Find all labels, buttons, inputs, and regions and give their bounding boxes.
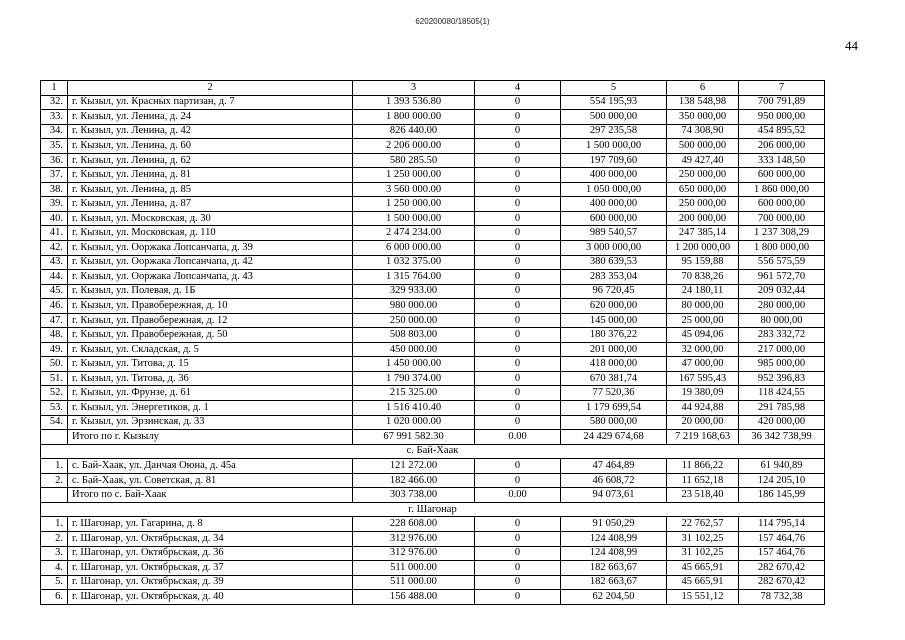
allocation-table: [40, 80, 825, 605]
row-number: [41, 430, 68, 445]
amount-col6: 250 000,00: [667, 197, 739, 212]
amount-col3: 250 000.00: [353, 313, 475, 328]
amount-col5: 400 000,00: [561, 168, 667, 183]
amount-col5: 62 204,50: [561, 590, 667, 605]
amount-col6: 650 000,00: [667, 182, 739, 197]
amount-col3: 1 250 000.00: [353, 197, 475, 212]
table-row: [41, 415, 825, 430]
table-row: [41, 255, 825, 270]
amount-col4: 0: [475, 401, 561, 416]
amount-col3: 156 488.00: [353, 590, 475, 605]
amount-col3: 511 000.00: [353, 561, 475, 576]
amount-col3: 2 474 234.00: [353, 226, 475, 241]
amount-col6: 15 551,12: [667, 590, 739, 605]
address: г. Кызыл, ул. Складская, д. 5: [68, 342, 353, 357]
amount-col5: 96 720,45: [561, 284, 667, 299]
row-number: 50.: [41, 357, 68, 372]
amount-col5: 670 381,74: [561, 371, 667, 386]
amount-col5: 400 000,00: [561, 197, 667, 212]
amount-col5: 1 179 699,54: [561, 401, 667, 416]
amount-col5: 620 000,00: [561, 299, 667, 314]
table-row: [41, 342, 825, 357]
amount-col4: 0: [475, 255, 561, 270]
address: г. Кызыл, ул. Ленина, д. 42: [68, 124, 353, 139]
amount-col6: 1 200 000,00: [667, 241, 739, 256]
row-number: 41.: [41, 226, 68, 241]
amount-col7: 186 145,99: [739, 488, 825, 503]
column-number: 2: [68, 81, 353, 96]
amount-col6: 7 219 168,63: [667, 430, 739, 445]
amount-col6: 138 548,98: [667, 95, 739, 110]
amount-col5: 580 000,00: [561, 415, 667, 430]
amount-col4: 0: [475, 182, 561, 197]
amount-col7: 124 205,10: [739, 473, 825, 488]
row-number: 47.: [41, 313, 68, 328]
table-row: [41, 299, 825, 314]
row-number: 52.: [41, 386, 68, 401]
amount-col6: 250 000,00: [667, 168, 739, 183]
amount-col7: 700 000,00: [739, 211, 825, 226]
amount-col3: 312 976.00: [353, 531, 475, 546]
table-body: [41, 81, 825, 605]
total-row: [41, 488, 825, 503]
amount-col7: 600 000,00: [739, 197, 825, 212]
row-number: 39.: [41, 197, 68, 212]
amount-col4: 0: [475, 357, 561, 372]
table-row: [41, 139, 825, 154]
amount-col4: 0: [475, 241, 561, 256]
amount-col7: 700 791,89: [739, 95, 825, 110]
address: Итого по с. Бай-Хаак: [68, 488, 353, 503]
row-number: 33.: [41, 110, 68, 125]
amount-col4: 0: [475, 546, 561, 561]
table-row: [41, 386, 825, 401]
amount-col6: 25 000,00: [667, 313, 739, 328]
amount-col6: 74 308,90: [667, 124, 739, 139]
table-row: [41, 197, 825, 212]
table-row: [41, 517, 825, 532]
column-number: 7: [739, 81, 825, 96]
row-number: [41, 488, 68, 503]
amount-col3: 1 450 000.00: [353, 357, 475, 372]
row-number: 1.: [41, 517, 68, 532]
amount-col4: 0.00: [475, 488, 561, 503]
row-number: 45.: [41, 284, 68, 299]
address: г. Шагонар, ул. Октябрьская, д. 34: [68, 531, 353, 546]
amount-col4: 0: [475, 473, 561, 488]
amount-col4: 0: [475, 531, 561, 546]
address: г. Кызыл, ул. Полевая, д. 1Б: [68, 284, 353, 299]
amount-col3: 1 250 000.00: [353, 168, 475, 183]
amount-col3: 511 000.00: [353, 575, 475, 590]
amount-col5: 297 235,58: [561, 124, 667, 139]
amount-col6: 31 102,25: [667, 546, 739, 561]
amount-col3: 182 466.00: [353, 473, 475, 488]
table-row: [41, 313, 825, 328]
amount-col3: 67 991 582.30: [353, 430, 475, 445]
row-number: 43.: [41, 255, 68, 270]
amount-col4: 0: [475, 226, 561, 241]
address: г. Кызыл, ул. Ленина, д. 85: [68, 182, 353, 197]
amount-col3: 1 516 410.40: [353, 401, 475, 416]
amount-col7: 36 342 738,99: [739, 430, 825, 445]
amount-col5: 91 050,29: [561, 517, 667, 532]
section-header-row: [41, 444, 825, 459]
table-row: [41, 153, 825, 168]
amount-col6: 19 380,09: [667, 386, 739, 401]
amount-col4: 0: [475, 342, 561, 357]
amount-col6: 350 000,00: [667, 110, 739, 125]
amount-col3: 826 440.00: [353, 124, 475, 139]
table-row: [41, 168, 825, 183]
amount-col6: 22 762,57: [667, 517, 739, 532]
address: г. Кызыл, ул. Ленина, д. 87: [68, 197, 353, 212]
column-number: 1: [41, 81, 68, 96]
amount-col7: 952 396,83: [739, 371, 825, 386]
amount-col3: 1 790 374.00: [353, 371, 475, 386]
address: г. Кызыл, ул. Титова, д. 36: [68, 371, 353, 386]
address: г. Кызыл, ул. Эрзинская, д. 33: [68, 415, 353, 430]
address: г. Кызыл, ул. Ооржака Лопсанчапа, д. 43: [68, 270, 353, 285]
amount-col7: 420 000,00: [739, 415, 825, 430]
amount-col3: 215 325.00: [353, 386, 475, 401]
row-number: 54.: [41, 415, 68, 430]
amount-col6: 45 665,91: [667, 575, 739, 590]
table-row: [41, 459, 825, 474]
amount-col5: 47 464,89: [561, 459, 667, 474]
amount-col4: 0: [475, 575, 561, 590]
table-row: [41, 95, 825, 110]
address: г. Кызыл, ул. Правобережная, д. 10: [68, 299, 353, 314]
amount-col7: 61 940,89: [739, 459, 825, 474]
amount-col7: 209 032,44: [739, 284, 825, 299]
amount-col5: 46 608,72: [561, 473, 667, 488]
amount-col5: 77 520,36: [561, 386, 667, 401]
amount-col4: 0: [475, 168, 561, 183]
amount-col7: 114 795,14: [739, 517, 825, 532]
amount-col4: 0: [475, 590, 561, 605]
row-number: 49.: [41, 342, 68, 357]
section-title: с. Бай-Хаак: [41, 444, 825, 459]
page-number: 44: [845, 38, 858, 53]
column-number: 3: [353, 81, 475, 96]
amount-col7: 1 800 000,00: [739, 241, 825, 256]
amount-col6: 45 665,91: [667, 561, 739, 576]
amount-col6: 200 000,00: [667, 211, 739, 226]
address: г. Шагонар, ул. Октябрьская, д. 40: [68, 590, 353, 605]
amount-col3: 1 500 000.00: [353, 211, 475, 226]
amount-col4: 0.00: [475, 430, 561, 445]
table-row: [41, 575, 825, 590]
amount-col7: 282 670,42: [739, 575, 825, 590]
amount-col5: 24 429 674,68: [561, 430, 667, 445]
amount-col4: 0: [475, 110, 561, 125]
amount-col5: 182 663,67: [561, 575, 667, 590]
column-number-row: [41, 81, 825, 96]
amount-col4: 0: [475, 124, 561, 139]
row-number: 4.: [41, 561, 68, 576]
amount-col3: 329 933.00: [353, 284, 475, 299]
amount-col3: 121 272.00: [353, 459, 475, 474]
amount-col4: 0: [475, 386, 561, 401]
table-row: [41, 473, 825, 488]
row-number: 53.: [41, 401, 68, 416]
row-number: 34.: [41, 124, 68, 139]
address: г. Кызыл, ул. Ленина, д. 24: [68, 110, 353, 125]
amount-col4: 0: [475, 153, 561, 168]
table-row: [41, 328, 825, 343]
amount-col6: 70 838,26: [667, 270, 739, 285]
address: г. Шагонар, ул. Гагарина, д. 8: [68, 517, 353, 532]
amount-col3: 1 315 764.00: [353, 270, 475, 285]
address: г. Кызыл, ул. Красных партизан, д. 7: [68, 95, 353, 110]
table-row: [41, 241, 825, 256]
row-number: 1.: [41, 459, 68, 474]
address: г. Кызыл, ул. Ленина, д. 62: [68, 153, 353, 168]
amount-col7: 217 000,00: [739, 342, 825, 357]
address: г. Шагонар, ул. Октябрьская, д. 39: [68, 575, 353, 590]
amount-col3: 228 608.00: [353, 517, 475, 532]
amount-col4: 0: [475, 459, 561, 474]
table-row: [41, 124, 825, 139]
amount-col3: 303 738.00: [353, 488, 475, 503]
amount-col6: 500 000,00: [667, 139, 739, 154]
address: г. Кызыл, ул. Ленина, д. 60: [68, 139, 353, 154]
address: г. Кызыл, ул. Титова, д. 15: [68, 357, 353, 372]
amount-col3: 2 206 000.00: [353, 139, 475, 154]
amount-col5: 554 195,93: [561, 95, 667, 110]
amount-col7: 206 000,00: [739, 139, 825, 154]
amount-col6: 31 102,25: [667, 531, 739, 546]
amount-col3: 3 560 000.00: [353, 182, 475, 197]
amount-col6: 11 652,18: [667, 473, 739, 488]
amount-col4: 0: [475, 371, 561, 386]
amount-col5: 182 663,67: [561, 561, 667, 576]
amount-col4: 0: [475, 139, 561, 154]
amount-col5: 124 408,99: [561, 531, 667, 546]
amount-col5: 989 540,57: [561, 226, 667, 241]
address: г. Кызыл, ул. Фрунзе, д. 61: [68, 386, 353, 401]
amount-col4: 0: [475, 95, 561, 110]
amount-col6: 23 518,40: [667, 488, 739, 503]
amount-col7: 280 000,00: [739, 299, 825, 314]
address: г. Кызыл, ул. Ооржака Лопсанчапа, д. 39: [68, 241, 353, 256]
amount-col3: 1 800 000.00: [353, 110, 475, 125]
row-number: 32.: [41, 95, 68, 110]
amount-col6: 24 180,11: [667, 284, 739, 299]
amount-col7: 80 000,00: [739, 313, 825, 328]
amount-col4: 0: [475, 517, 561, 532]
row-number: 2.: [41, 473, 68, 488]
amount-col7: 985 000,00: [739, 357, 825, 372]
amount-col4: 0: [475, 328, 561, 343]
table-row: [41, 561, 825, 576]
address: г. Кызыл, ул. Ооржака Лопсанчапа, д. 42: [68, 255, 353, 270]
amount-col3: 508 803.00: [353, 328, 475, 343]
row-number: 42.: [41, 241, 68, 256]
amount-col7: 556 575,59: [739, 255, 825, 270]
amount-col5: 418 000,00: [561, 357, 667, 372]
amount-col4: 0: [475, 299, 561, 314]
address: г. Кызыл, ул. Ленина, д. 81: [68, 168, 353, 183]
amount-col6: 32 000,00: [667, 342, 739, 357]
table-row: [41, 401, 825, 416]
row-number: 5.: [41, 575, 68, 590]
amount-col7: 157 464,76: [739, 546, 825, 561]
amount-col3: 6 000 000.00: [353, 241, 475, 256]
total-row: [41, 430, 825, 445]
amount-col6: 80 000,00: [667, 299, 739, 314]
amount-col7: 600 000,00: [739, 168, 825, 183]
amount-col7: 454 895,52: [739, 124, 825, 139]
row-number: 40.: [41, 211, 68, 226]
address: г. Кызыл, ул. Энергетиков, д. 1: [68, 401, 353, 416]
amount-col7: 283 332,72: [739, 328, 825, 343]
address: г. Кызыл, ул. Правобережная, д. 12: [68, 313, 353, 328]
address: г. Кызыл, ул. Московская, д. 110: [68, 226, 353, 241]
amount-col6: 11 866,22: [667, 459, 739, 474]
amount-col6: 44 924,88: [667, 401, 739, 416]
table-row: [41, 590, 825, 605]
amount-col5: 283 353,04: [561, 270, 667, 285]
amount-col5: 145 000,00: [561, 313, 667, 328]
amount-col6: 47 000,00: [667, 357, 739, 372]
amount-col7: 1 237 308,29: [739, 226, 825, 241]
row-number: 38.: [41, 182, 68, 197]
address: с. Бай-Хаак, ул. Данчая Оюна, д. 45а: [68, 459, 353, 474]
amount-col5: 500 000,00: [561, 110, 667, 125]
amount-col3: 980 000.00: [353, 299, 475, 314]
table-row: [41, 270, 825, 285]
amount-col5: 197 709,60: [561, 153, 667, 168]
amount-col5: 3 000 000,00: [561, 241, 667, 256]
amount-col5: 180 376,22: [561, 328, 667, 343]
row-number: 51.: [41, 371, 68, 386]
amount-col4: 0: [475, 561, 561, 576]
row-number: 37.: [41, 168, 68, 183]
table-row: [41, 226, 825, 241]
address: г. Кызыл, ул. Правобережная, д. 50: [68, 328, 353, 343]
row-number: 36.: [41, 153, 68, 168]
address: г. Кызыл, ул. Московская, д. 30: [68, 211, 353, 226]
amount-col3: 1 393 536.80: [353, 95, 475, 110]
amount-col4: 0: [475, 211, 561, 226]
amount-col6: 20 000,00: [667, 415, 739, 430]
amount-col5: 380 639,53: [561, 255, 667, 270]
amount-col7: 333 148,50: [739, 153, 825, 168]
address: г. Шагонар, ул. Октябрьская, д. 37: [68, 561, 353, 576]
amount-col3: 1 020 000.00: [353, 415, 475, 430]
amount-col3: 312 976.00: [353, 546, 475, 561]
table-row: [41, 182, 825, 197]
amount-col7: 78 732,38: [739, 590, 825, 605]
amount-col5: 600 000,00: [561, 211, 667, 226]
amount-col5: 1 500 000,00: [561, 139, 667, 154]
amount-col5: 201 000,00: [561, 342, 667, 357]
row-number: 46.: [41, 299, 68, 314]
address: г. Шагонар, ул. Октябрьская, д. 36: [68, 546, 353, 561]
column-number: 6: [667, 81, 739, 96]
amount-col7: 118 424,55: [739, 386, 825, 401]
table-row: [41, 371, 825, 386]
document-code: 620200080/18505(1): [415, 17, 490, 26]
amount-col6: 167 595,43: [667, 371, 739, 386]
amount-col7: 157 464,76: [739, 531, 825, 546]
row-number: 44.: [41, 270, 68, 285]
amount-col5: 124 408,99: [561, 546, 667, 561]
address: Итого по г. Кызылу: [68, 430, 353, 445]
section-header-row: [41, 502, 825, 517]
amount-col7: 282 670,42: [739, 561, 825, 576]
section-title: г. Шагонар: [41, 502, 825, 517]
amount-col7: 1 860 000,00: [739, 182, 825, 197]
amount-col3: 580 285.50: [353, 153, 475, 168]
column-number: 5: [561, 81, 667, 96]
amount-col4: 0: [475, 313, 561, 328]
amount-col4: 0: [475, 270, 561, 285]
table-row: [41, 284, 825, 299]
amount-col5: 94 073,61: [561, 488, 667, 503]
table-row: [41, 211, 825, 226]
amount-col6: 95 159,88: [667, 255, 739, 270]
amount-col6: 49 427,40: [667, 153, 739, 168]
table-row: [41, 357, 825, 372]
amount-col7: 291 785,98: [739, 401, 825, 416]
row-number: 2.: [41, 531, 68, 546]
amount-col4: 0: [475, 197, 561, 212]
amount-col3: 1 032 375.00: [353, 255, 475, 270]
amount-col7: 961 572,70: [739, 270, 825, 285]
amount-col4: 0: [475, 284, 561, 299]
amount-col3: 450 000.00: [353, 342, 475, 357]
amount-col6: 247 385,14: [667, 226, 739, 241]
amount-col6: 45 094,06: [667, 328, 739, 343]
row-number: 6.: [41, 590, 68, 605]
row-number: 48.: [41, 328, 68, 343]
amount-col7: 950 000,00: [739, 110, 825, 125]
table-row: [41, 546, 825, 561]
row-number: 35.: [41, 139, 68, 154]
column-number: 4: [475, 81, 561, 96]
address: с. Бай-Хаак, ул. Советская, д. 81: [68, 473, 353, 488]
amount-col4: 0: [475, 415, 561, 430]
amount-col5: 1 050 000,00: [561, 182, 667, 197]
row-number: 3.: [41, 546, 68, 561]
table-row: [41, 110, 825, 125]
table-row: [41, 531, 825, 546]
